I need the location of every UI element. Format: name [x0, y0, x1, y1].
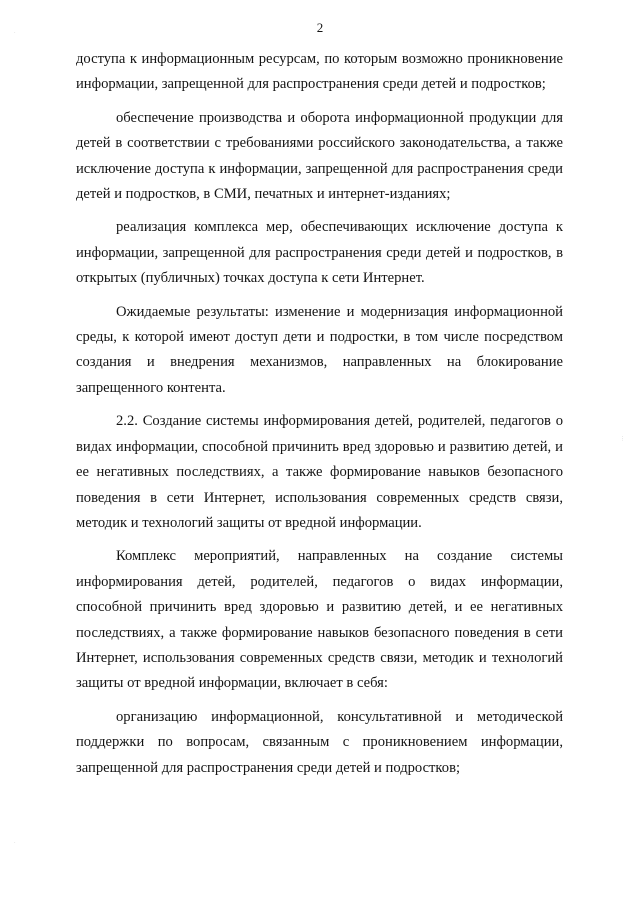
- scan-speck: ⋮: [620, 436, 625, 442]
- paragraph-continuation: доступа к информационным ресурсам, по которым возможно проникновение информации, запрещенной для распространения среди детей и подростков;: [76, 51, 563, 93]
- document-body: [76, 47, 563, 789]
- page-number: 2: [316, 20, 324, 35]
- paragraph-section-2-2: 2.2. Создание системы информирования детей, родителей, педагогов о видах информации, способной причинить вред здоровью и развитию детей, и ее негативных последствиях, а также формирование навыков безопасного поведения в сети Интернет, использования современных средств связи, методик и технологий защиты от вредной информации.: [76, 413, 563, 531]
- scan-speck: ·: [14, 840, 16, 846]
- scan-speck: ·: [14, 30, 16, 36]
- paragraph-support-organization: организацию информационной, консультативной и методической поддержки по вопросам, связанным с проникновением информации, запрещенной для распространения среди детей и подростков;: [76, 708, 563, 776]
- paragraph-expected-results: Ожидаемые результаты: изменение и модернизация информационной среды, к которой имеют доступ дети и подростки, в том числе посредством создания и внедрения механизмов, направленных на блокирование запрещенного контента.: [76, 303, 563, 396]
- paragraph-production-turnover: обеспечение производства и оборота информационной продукции для детей в соответствии с требованиями российского законодательства, а также исключение доступа к информации, запрещенной для распространения среди детей и подростков, в СМИ, печатных и интернет-изданиях;: [76, 109, 563, 203]
- paragraph-public-access-points: реализация комплекса мер, обеспечивающих исключение доступа к информации, запрещенной для распространения среди детей и подростков, в открытых (публичных) точках доступа к сети Интернет.: [76, 219, 563, 287]
- paragraph-measures-complex: Комплекс мероприятий, направленных на создание системы информирования детей, родителей, педагогов о видах информации, способной причинить вред здоровью и развитию детей, и ее негативных последствиях, а также формирование навыков безопасного поведения в сети Интернет, использования современных средств связи, методик и технологий защиты от вредной информации, включает в себя:: [76, 548, 563, 692]
